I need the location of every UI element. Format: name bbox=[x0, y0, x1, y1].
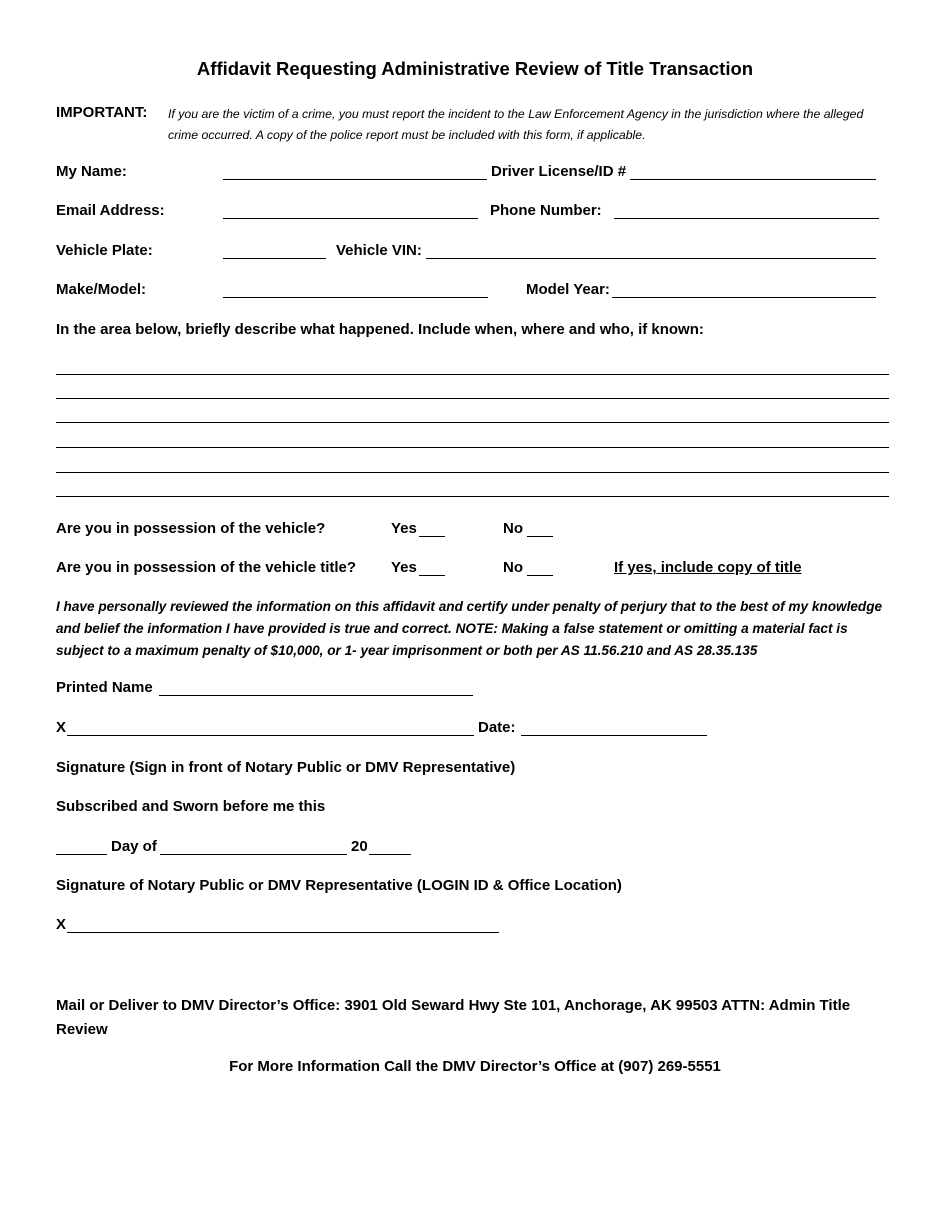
day-of-label: Day of bbox=[111, 838, 157, 855]
date-label: Date: bbox=[478, 719, 516, 736]
title-no-label: No bbox=[503, 559, 523, 576]
phone-field[interactable] bbox=[614, 202, 879, 219]
my-name-field[interactable] bbox=[223, 163, 487, 180]
title-yes-label: Yes bbox=[391, 559, 417, 576]
printed-name-field[interactable] bbox=[159, 679, 473, 696]
model-year-field[interactable] bbox=[612, 281, 876, 298]
vehicle-vin-field[interactable] bbox=[426, 242, 876, 259]
subscribed-sworn-text: Subscribed and Sworn before me this bbox=[56, 798, 326, 815]
notary-signature-label: Signature of Notary Public or DMV Representative (LOGIN ID & Office Location) bbox=[56, 877, 622, 894]
email-field[interactable] bbox=[223, 202, 478, 219]
vehicle-no-field[interactable] bbox=[527, 520, 553, 537]
vehicle-yes-label: Yes bbox=[391, 520, 417, 537]
mailing-address: Mail or Deliver to DMV Director’s Office: 3901 Old Seward Hwy Ste 101, Anchorage, AK 99503 ATTN: Admin Title Review bbox=[56, 997, 851, 1038]
sign-instruction: Signature (Sign in front of Notary Public or DMV Representative) bbox=[56, 759, 516, 776]
vehicle-plate-field[interactable] bbox=[223, 242, 326, 259]
year-field[interactable] bbox=[369, 838, 411, 855]
make-model-label: Make/Model: bbox=[56, 281, 147, 298]
year-prefix: 20 bbox=[351, 838, 368, 855]
title-no-field[interactable] bbox=[527, 559, 553, 576]
notary-x-mark: X bbox=[56, 916, 67, 933]
important-text: If you are the victim of a crime, you must report the incident to the Law Enforcement Agency in the jurisdiction where the alleged crime occurred. A copy of the police report must be included with this form, if applicable. bbox=[168, 107, 864, 142]
phone-label: Phone Number: bbox=[490, 202, 602, 219]
month-field[interactable] bbox=[160, 838, 347, 855]
signature-field[interactable] bbox=[67, 719, 474, 736]
signature-x-mark: X bbox=[56, 719, 67, 736]
driver-license-label: Driver License/ID # bbox=[491, 163, 627, 180]
driver-license-field[interactable] bbox=[630, 163, 876, 180]
description-line[interactable] bbox=[56, 472, 889, 473]
my-name-label: My Name: bbox=[56, 163, 127, 180]
day-field[interactable] bbox=[56, 838, 107, 855]
vehicle-yes-field[interactable] bbox=[419, 520, 445, 537]
vehicle-no-label: No bbox=[503, 520, 523, 537]
important-label: IMPORTANT: bbox=[56, 104, 148, 121]
date-field[interactable] bbox=[521, 719, 707, 736]
title-possession-question: Are you in possession of the vehicle title? bbox=[56, 559, 357, 576]
describe-prompt: In the area below, briefly describe what happened. Include when, where and who, if known: bbox=[56, 321, 704, 338]
email-label: Email Address: bbox=[56, 202, 165, 219]
title-copy-note: If yes, include copy of title bbox=[614, 559, 802, 576]
description-line[interactable] bbox=[56, 374, 889, 375]
description-line[interactable] bbox=[56, 398, 889, 399]
make-model-field[interactable] bbox=[223, 281, 488, 298]
printed-name-label: Printed Name bbox=[56, 679, 153, 696]
vehicle-possession-question: Are you in possession of the vehicle? bbox=[56, 520, 326, 537]
page-title: Affidavit Requesting Administrative Review of Title Transaction bbox=[196, 58, 754, 79]
notary-signature-field[interactable] bbox=[67, 916, 499, 933]
contact-info: For More Information Call the DMV Director’s Office at (907) 269-5551 bbox=[229, 1058, 721, 1075]
description-line[interactable] bbox=[56, 496, 889, 497]
vehicle-plate-label: Vehicle Plate: bbox=[56, 242, 153, 259]
certification-statement: I have personally reviewed the information on this affidavit and certify under penalty of perjury that to the best of my knowledge and belief the information I have provided is true and correct. NOTE: Making a false statement or omitting a material fact is subject to a maximum penalty of $10,000, or 1- year imprisonment or both per AS 11.56.210 and AS 28.35.135 bbox=[56, 599, 883, 658]
description-line[interactable] bbox=[56, 422, 889, 423]
model-year-label: Model Year: bbox=[526, 281, 610, 298]
description-line[interactable] bbox=[56, 447, 889, 448]
title-yes-field[interactable] bbox=[419, 559, 445, 576]
vehicle-vin-label: Vehicle VIN: bbox=[336, 242, 422, 259]
